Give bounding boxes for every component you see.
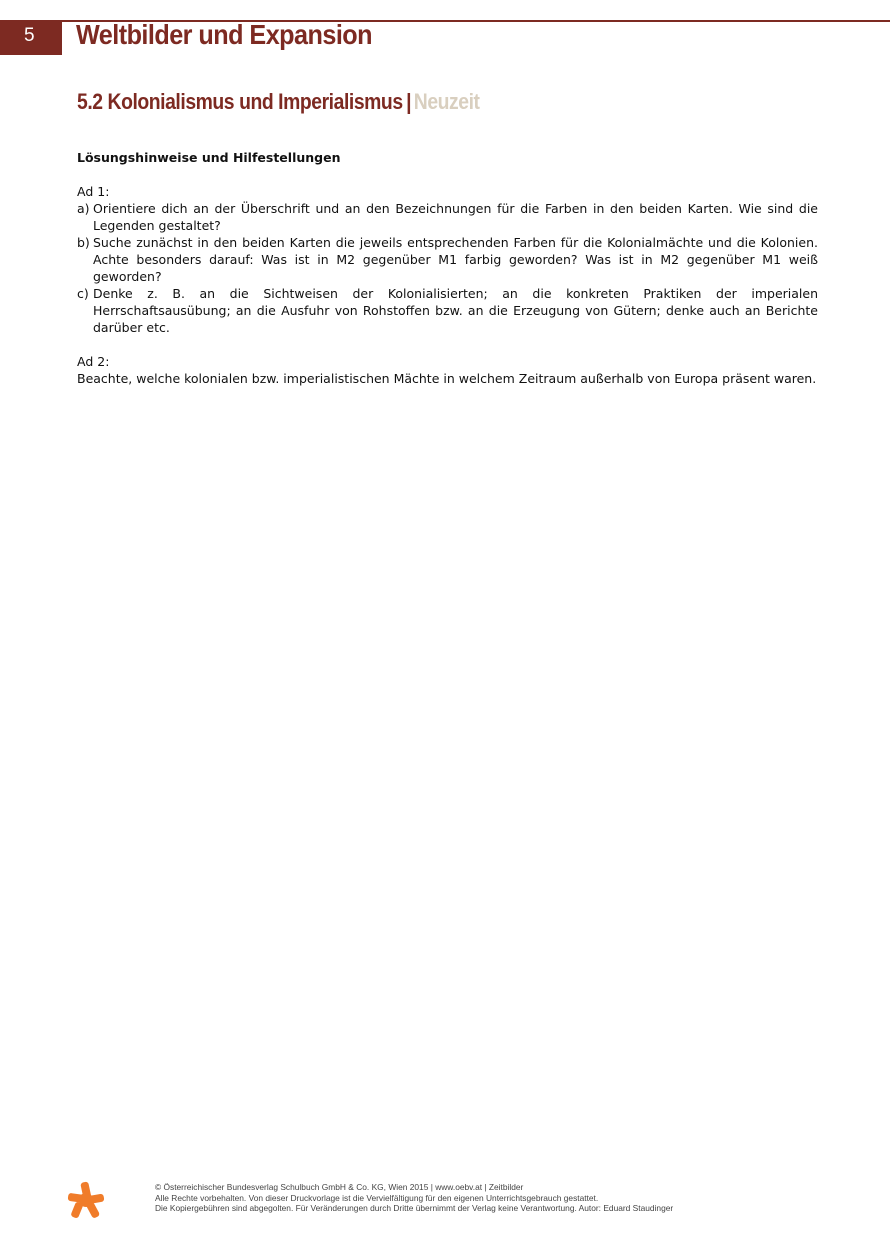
list-item — [77, 234, 818, 285]
spacer — [77, 336, 818, 353]
ad2-text: Beachte, welche kolonialen bzw. imperialistischen Mächte in welchem Zeitraum außerhalb von Europa präsent waren. — [77, 371, 817, 386]
ad2-label: Ad 2: — [77, 354, 110, 369]
footer-line: Alle Rechte vorbehalten. Von dieser Druckvorlage ist die Vervielfältigung für den eigenen Unterrichtsgebrauch gestattet. — [155, 1192, 599, 1203]
list-item-text: Suche zunächst in den beiden Karten die jeweils entsprechenden Farben für die Kolonialmächte und die Kolonien. Achte besonders darauf: Was ist in M2 gegenüber M1 farbig geworden? Was ist in M2 gegenüber M1 weiß geworden? — [93, 235, 818, 284]
list-item — [77, 285, 818, 336]
footer-line: © Österreichischer Bundesverlag Schulbuch GmbH & Co. KG, Wien 2015 | www.oebv.at | Zeitbilder — [155, 1182, 524, 1192]
chapter-number: 5 — [24, 25, 35, 46]
section-title-line — [77, 89, 480, 115]
oebv-asterisk-logo-icon — [66, 1180, 106, 1220]
hints-content — [77, 149, 818, 387]
era-label: Neuzeit — [413, 89, 480, 114]
list-marker: a) — [77, 201, 90, 216]
list-marker: c) — [77, 286, 89, 301]
list-item — [77, 200, 818, 234]
footer-copyright — [155, 1182, 673, 1214]
section-title: 5.2 Kolonialismus und Imperialismus — [77, 89, 403, 114]
footer-line: Die Kopiergebühren sind abgegolten. Für Veränderungen durch Dritte übernimmt der Verlag keine Verantwortung. Autor: Eduard Staudinger — [155, 1203, 674, 1213]
title-separator: | — [406, 89, 412, 114]
list-item-text: Orientiere dich an der Überschrift und an den Bezeichnungen für die Farben in den beiden Karten. Wie sind die Legenden gestaltet? — [93, 201, 818, 233]
chapter-number-badge — [0, 21, 62, 55]
list-item-text: Denke z. B. an die Sichtweisen der Kolonialisierten; an die konkreten Praktiken der imperialen Herrschaftsausübung; an die Ausfuhr von Rohstoffen bzw. an die Erzeugung von Gütern; denke auch an Berichte darüber etc. — [93, 286, 818, 335]
ad1-list — [77, 200, 818, 336]
ad1-label: Ad 1: — [77, 184, 110, 199]
hints-heading: Lösungshinweise und Hilfestellungen — [77, 150, 341, 165]
list-marker: b) — [77, 235, 90, 250]
chapter-title: Weltbilder und Expansion — [76, 19, 373, 50]
